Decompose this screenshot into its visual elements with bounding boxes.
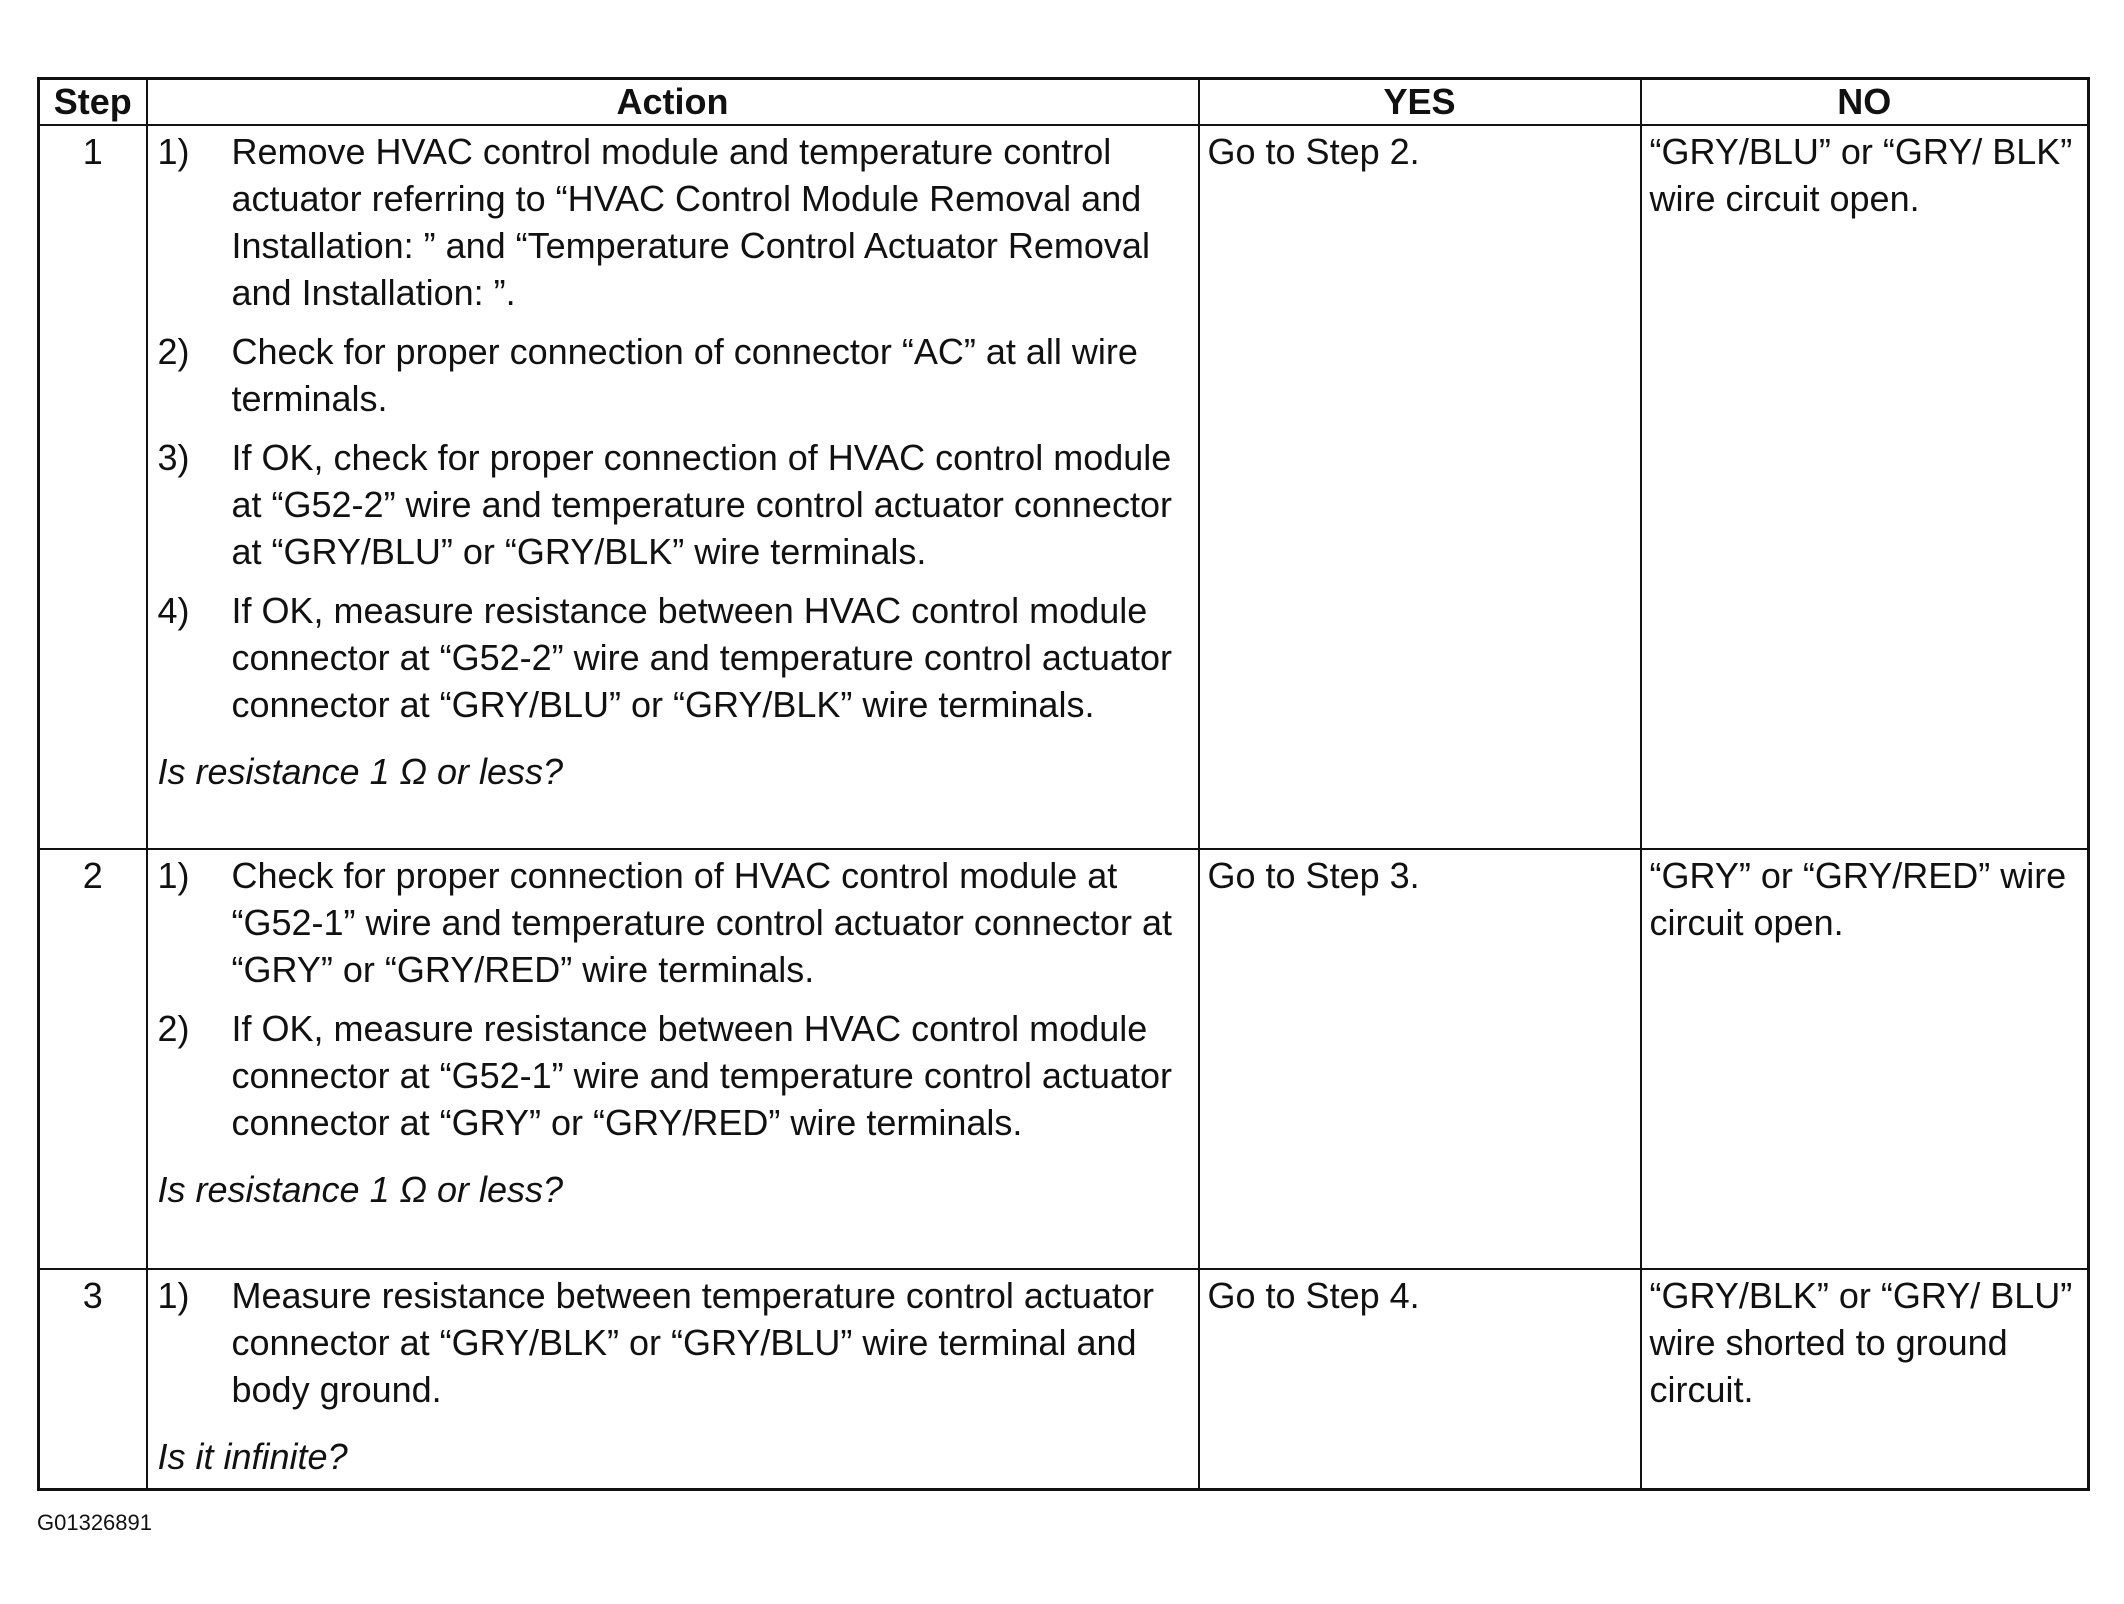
sub-step [158,1272,1192,1413]
sub-step-text: Measure resistance between temperature control actuator connector at “GRY/BLK” or “GRY/BLU” wire terminal and body ground. [231,1275,1154,1410]
figure-id: G01326891 [37,1510,152,1535]
no-result: “GRY/BLU” or “GRY/ BLK” wire circuit open. [1641,125,2089,849]
sub-step [158,587,1192,728]
sub-step-text: If OK, measure resistance between HVAC control module connector at “G52-2” wire and temperature control actuator connector at “GRY/BLU” or “GRY/BLK” wire terminals. [231,590,1172,725]
sub-step-number: 3) [157,437,190,478]
sub-step-number: 2) [157,331,190,372]
sub-step-number: 2) [157,1008,190,1049]
action-cell [147,849,1199,1269]
step-question: Is resistance 1 Ω or less? [157,751,564,792]
sub-step-text: Remove HVAC control module and temperature control actuator referring to “HVAC Control Module Removal and Installation: ” and “Temperature Control Actuator Removal and Installation: ”. [231,131,1150,313]
sub-step-text: If OK, measure resistance between HVAC control module connector at “G52-1” wire and temperature control actuator connector at “GRY” or “GRY/RED” wire terminals. [231,1008,1172,1143]
table-row [39,849,2089,1269]
sub-step-number: 1) [157,1275,190,1316]
yes-result: Go to Step 4. [1199,1269,1641,1490]
step-question: Is it infinite? [157,1436,348,1477]
yes-result: Go to Step 3. [1199,849,1641,1269]
diagnostic-table [37,77,2090,1491]
step-number: 2 [39,849,147,1269]
sub-step [158,328,1192,422]
sub-step [158,852,1192,993]
sub-step-number: 1) [157,855,190,896]
no-result: “GRY/BLK” or “GRY/ BLU” wire shorted to ground circuit. [1641,1269,2089,1490]
action-cell [147,1269,1199,1490]
header-no: NO [1641,79,2089,126]
sub-step [158,434,1192,575]
header-action: Action [147,79,1199,126]
sub-step-text: If OK, check for proper connection of HVAC control module at “G52-2” wire and temperature control actuator connector at “GRY/BLU” or “GRY/BLK” wire terminals. [231,437,1172,572]
step-question: Is resistance 1 Ω or less? [157,1169,564,1210]
header-row [39,79,2089,126]
yes-result: Go to Step 2. [1199,125,1641,849]
sub-step-text: Check for proper connection of HVAC control module at “G52-1” wire and temperature control actuator connector at “GRY” or “GRY/RED” wire terminals. [231,855,1172,990]
sub-step-number: 1) [157,131,190,172]
header-step: Step [39,79,147,126]
sub-step-number: 4) [157,590,190,631]
sub-step [158,128,1192,316]
action-cell [147,125,1199,849]
sub-step [158,1005,1192,1146]
header-yes: YES [1199,79,1641,126]
table-row [39,125,2089,849]
step-number: 3 [39,1269,147,1490]
no-result: “GRY” or “GRY/RED” wire circuit open. [1641,849,2089,1269]
step-number: 1 [39,125,147,849]
table-row [39,1269,2089,1490]
sub-step-text: Check for proper connection of connector “AC” at all wire terminals. [231,331,1138,419]
